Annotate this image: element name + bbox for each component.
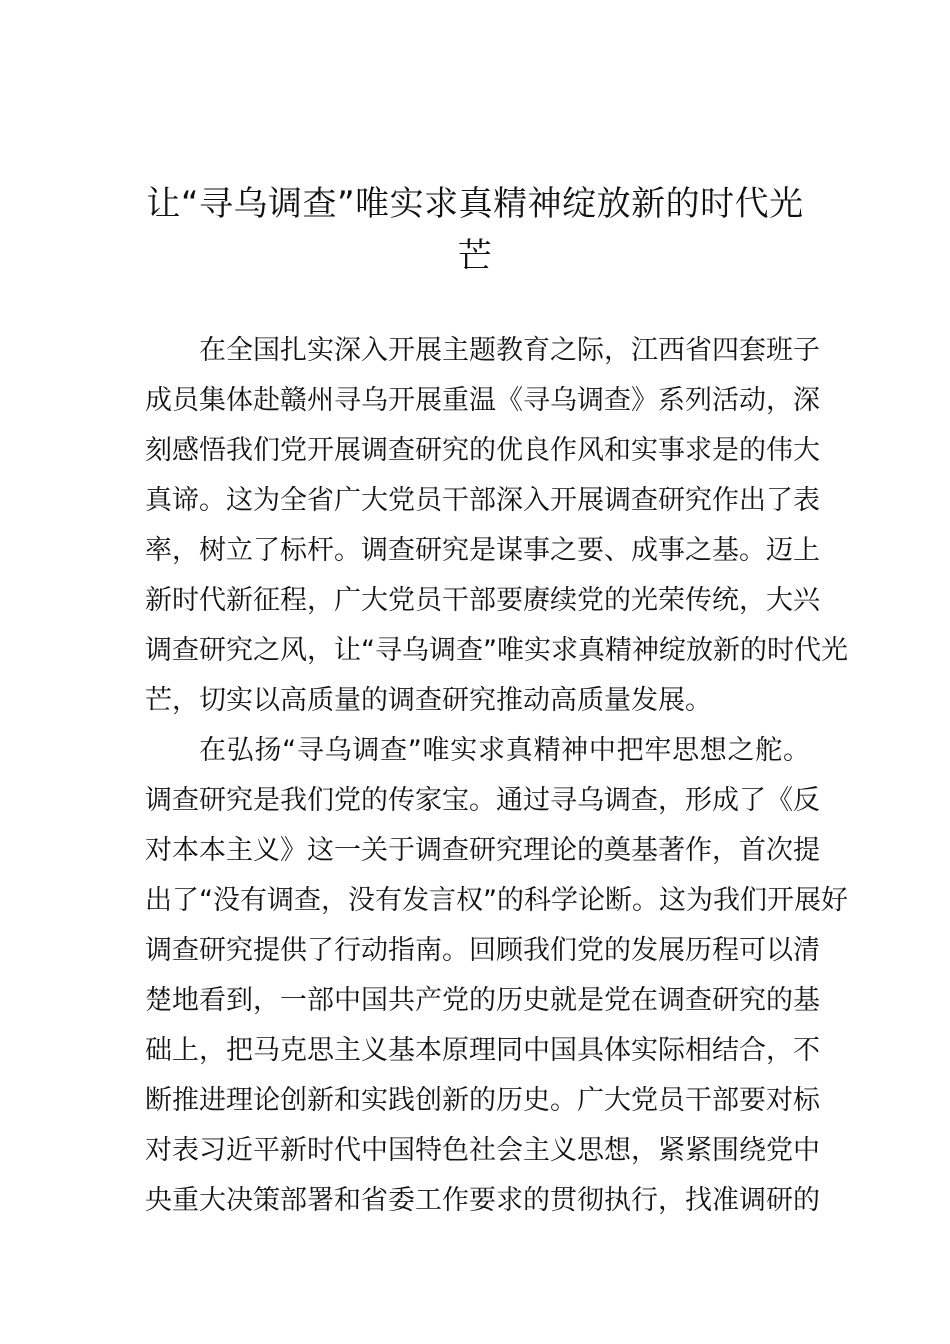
document-title [140,178,810,282]
body-line: 刻感悟我们党开展调查研究的优良作风和实事求是的伟大 [145,435,820,466]
body-line: 调查研究之风，让“寻乌调查”唯实求真精神绽放新的时代光 [145,635,848,666]
body-line: 础上，把马克思主义基本原理同中国具体实际相结合，不 [145,1035,820,1066]
document-body [145,326,848,1226]
body-line: 对表习近平新时代中国特色社会主义思想，紧紧围绕党中 [145,1135,820,1166]
body-line: 楚地看到，一部中国共产党的历史就是党在调查研究的基 [145,985,820,1016]
body-line: 断推进理论创新和实践创新的历史。广大党员干部要对标 [145,1085,820,1116]
title-line: 芒 [457,236,493,276]
title-line: 让“寻乌调查”唯实求真精神绽放新的时代光 [146,184,804,224]
body-line: 调查研究是我们党的传家宝。通过寻乌调查，形成了《反 [145,785,820,816]
paragraph-2 [145,726,848,1226]
body-line: 成员集体赴赣州寻乌开展重温《寻乌调查》系列活动，深 [145,385,820,416]
body-line: 真谛。这为全省广大党员干部深入开展调查研究作出了表 [145,485,820,516]
body-line: 率，树立了标杆。调查研究是谋事之要、成事之基。迈上 [145,535,820,566]
body-line: 调查研究提供了行动指南。回顾我们党的发展历程可以清 [145,935,820,966]
body-line: 在弘扬“寻乌调查”唯实求真精神中把牢思想之舵。 [199,735,810,766]
paragraph-1 [145,326,848,726]
body-line: 芒，切实以高质量的调查研究推动高质量发展。 [145,685,712,716]
body-line: 对本本主义》这一关于调查研究理论的奠基著作，首次提 [145,835,820,866]
body-line: 出了“没有调查，没有发言权”的科学论断。这为我们开展好 [145,885,848,916]
body-line: 央重大决策部署和省委工作要求的贯彻执行，找准调研的 [145,1185,820,1216]
body-line: 新时代新征程，广大党员干部要赓续党的光荣传统，大兴 [145,585,820,616]
body-line: 在全国扎实深入开展主题教育之际，江西省四套班子 [199,335,820,366]
